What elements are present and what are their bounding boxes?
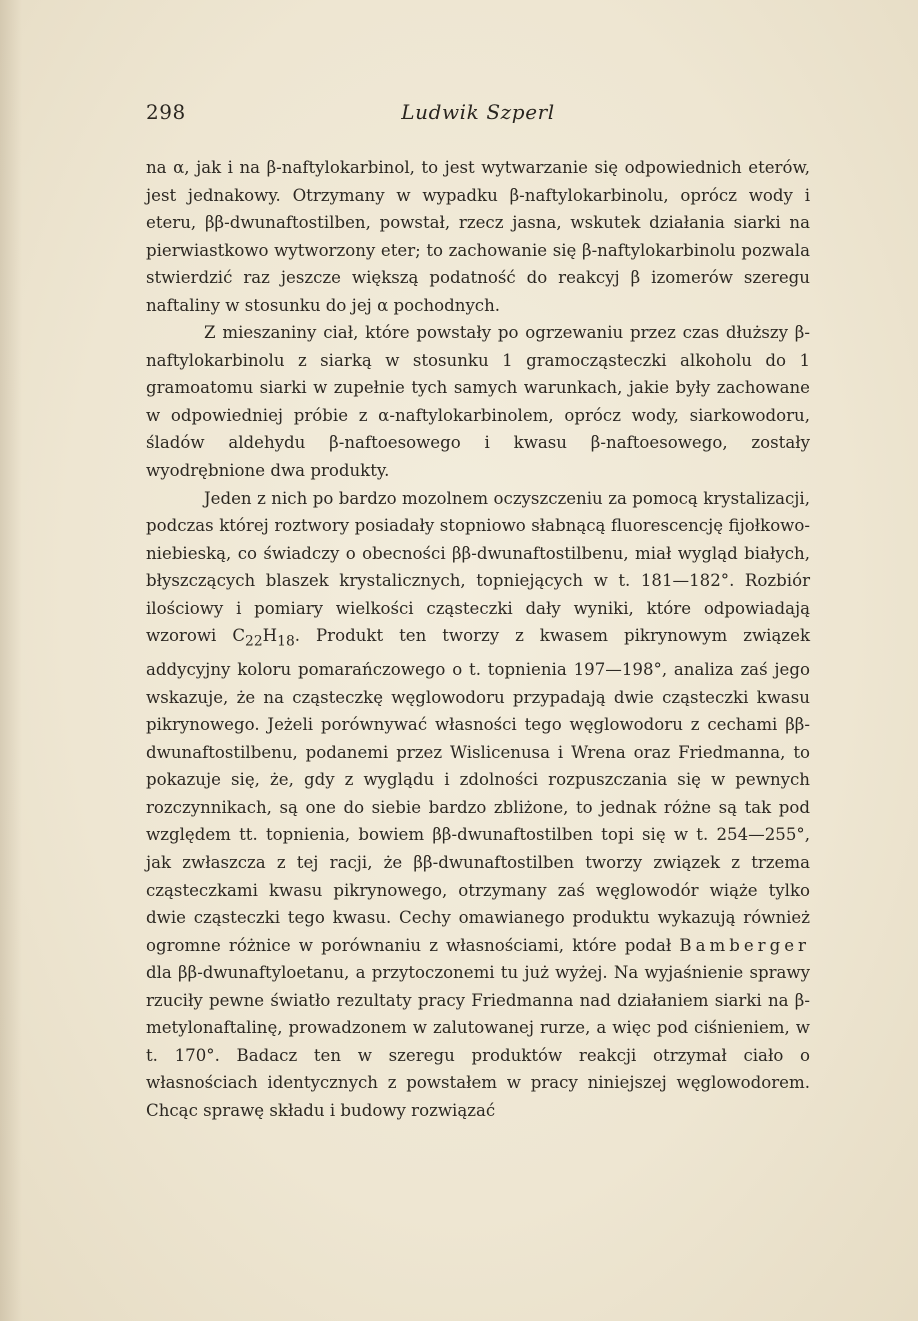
author-name-bamberger: Bamberger (679, 935, 810, 955)
running-head-author: Ludwik Szperl (401, 100, 555, 124)
paragraph-2: Z mieszaniny ciał, które powstały po ogrzewaniu przez czas dłuższy β-naftylokarbinolu z siarką w stosunku 1 gramocząsteczki alkoholu do 1 gramoatomu siarki w zupełnie tych samych warunkach, jakie były zachowane w odpowiedniej próbie z α-naftylokarbinolem, oprócz wody, siarkowodoru, śladów aldehydu β-naftoesowego i kwasu β-naftoesowego, zostały wyodrębnione dwa produkty. (146, 323, 810, 481)
spine-shadow (0, 0, 22, 1321)
paragraph-3-part-c: . Produkt ten tworzy z kwasem pikrynowym związek addycyjny koloru pomarańczowego o t. topnienia 197—198°, analiza zaś jego wskazuje, że na cząsteczkę węglowodoru przypadają dwie cząsteczki kwasu pikrynowego. Jeżeli porównywać własności tego węglowodoru z cechami ββ-dwunaftostilbenu, podanemi przez Wislicenusa i Wrena oraz Friedmanna, to pokazuje się, że, gdy z wyglądu i zdolności rozpuszczania się w pewnych rozczynnikach, są one do siebie bardzo zbliżone, to jednak różne są tak pod względem tt. topnienia, bowiem ββ-dwunaftostilben topi się w t. 254—255°, jak zwłaszcza z tej racji, że ββ-dwunaftostilben tworzy związek z trzema cząsteczkami kwasu pikrynowego, otrzymany zaś węglowodór wiąże tylko dwie cząsteczki tego kwasu. Cechy omawianego produktu wykazują również ogromne różnice w porównaniu z własnościami, które podał (146, 626, 811, 955)
body-text (146, 154, 810, 1124)
formula-hydrogen: H (262, 626, 278, 646)
paragraph-3-part-d: dla ββ-dwunaftyloetanu, a przytoczonemi tu już wyżej. Na wyjaśnienie sprawy rzuciły pewne światło rezultaty pracy Friedmanna nad działaniem siarki na β-metylonaftalinę, prowadzonem w zalutowanej rurze, a więc pod ciśnieniem, w t. 170°. Badacz ten w szeregu produktów reakcji otrzymał ciało o własnościach identycznych z powstałem w pracy niniejszej węglowodorem. Chcąc sprawę składu i budowy rozwiązać (146, 963, 810, 1120)
formula-subscript-hydrogen: 18 (277, 633, 295, 650)
page-number: 298 (146, 100, 186, 124)
paragraph-1: na α, jak i na β-naftylokarbinol, to jest wytwarzanie się odpowiednich eterów, jest jednakowy. Otrzymany w wypadku β-naftylokarbinolu, oprócz wody i eteru, ββ-dwunaftostilben, powstał, rzecz jasna, wskutek działania siarki na pierwiastkowo wytworzony eter; to zachowanie się β-naftylokarbinolu pozwala stwierdzić raz jeszcze większą podatność do reakcyj β izomerów szeregu naftaliny w stosunku do jej α pochodnych. (146, 158, 810, 315)
paragraph-3-part-a: Jeden z nich po bardzo mozolnem oczyszczeniu za pomocą krystalizacji, podczas której roztwory posiadały stopniowo słabnącą fluorescencję fijołkowo-niebieską, co świadczy o obecności ββ-dwunaftostilbenu, miał wygląd białych, błyszczących blaszek krystalicznych, topniejących w t. 181—182°. Rozbiór ilościowy i pomiary wielkości cząsteczki dały wyniki, które odpowiadają wzorowi C (146, 488, 810, 646)
page-header (146, 100, 810, 134)
paragraph-3 (146, 485, 810, 1125)
formula-subscript-carbon: 22 (245, 633, 263, 650)
